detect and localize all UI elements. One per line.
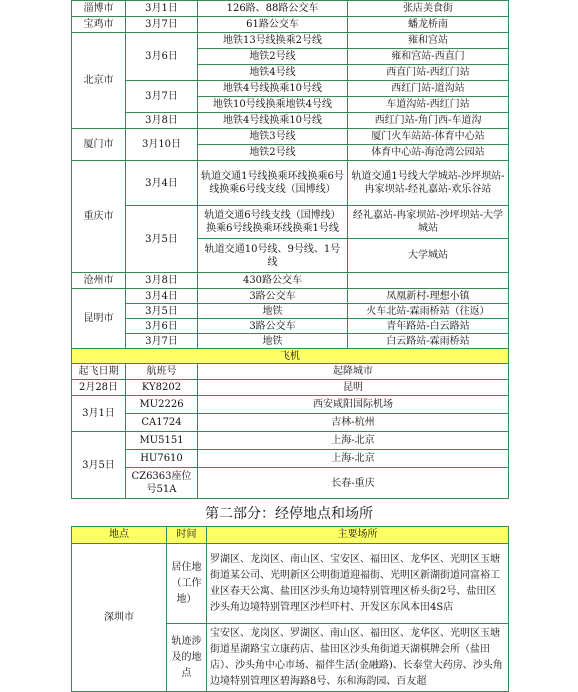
- date-cell: 3月8日: [126, 273, 198, 289]
- table-row: [72, 334, 509, 349]
- stations-cell: 火车北站-霖雨桥站（往返）: [348, 304, 509, 319]
- table-row: [72, 396, 509, 414]
- flight-number-cell: CZ6363座位号51A: [126, 468, 198, 499]
- table-row: [72, 414, 509, 432]
- city-cell: 厦门市: [72, 129, 126, 161]
- line-cell: 地铁: [198, 304, 348, 319]
- flight-cities-header: 起降城市: [198, 364, 509, 380]
- stations-cell: 体育中心站-海沧湾公园站: [348, 145, 509, 161]
- table-row: [72, 33, 509, 49]
- flight-number-cell: MU2226: [126, 396, 198, 414]
- stations-cell: 青年路站-白云路站: [348, 319, 509, 334]
- city-cell: 沧州市: [72, 273, 126, 289]
- table-row: [72, 380, 509, 396]
- stations-cell: 白云路站-霖雨桥站: [348, 334, 509, 349]
- line-cell: 地铁10号线换乘地铁4号线: [198, 97, 348, 113]
- table-row: [72, 1, 509, 17]
- stations-cell: 厦门火车站站-体育中心站: [348, 129, 509, 145]
- date-cell: 3月7日: [126, 17, 198, 33]
- table-row: [72, 468, 509, 499]
- place-cell: 深圳市: [72, 544, 167, 692]
- date-cell: 3月4日: [126, 161, 198, 206]
- stations-cell: [348, 273, 509, 289]
- flight-number-cell: MU5151: [126, 432, 198, 450]
- section-title: 第二部分：经停地点和场所: [205, 506, 373, 522]
- table-row: [72, 319, 509, 334]
- venues-cell: 宝安区、龙岗区、罗湖区、南山区、福田区、龙华区、光明区玉塘街道星湖路宝立康药店、盐田区沙头角街道天湖棋牌会所（盐田店）、沙头角中心市场、福伴生活(金融路)、长泰堂大药房、沙头角边境特别管理区碧海路8号、东和海韵园、百友超: [207, 624, 509, 692]
- stations-cell: 西直门站-西红门站: [348, 65, 509, 81]
- flight-number-cell: HU7610: [126, 450, 198, 468]
- city-cell: 宝鸡市: [72, 17, 126, 33]
- date-cell: 3月7日: [126, 334, 198, 349]
- table-row: [72, 273, 509, 289]
- flight-number-cell: CA1724: [126, 414, 198, 432]
- flight-cities-cell: 长春-重庆: [198, 468, 509, 499]
- flight-header-row: [72, 364, 509, 380]
- date-cell: 3月7日: [126, 81, 198, 113]
- line-cell: 地铁13号线换乘2号线: [198, 33, 348, 49]
- table-row: [72, 304, 509, 319]
- date-cell: 3月8日: [126, 113, 198, 129]
- time-cell: 轨迹涉及的地点: [167, 624, 207, 692]
- table-row: [72, 17, 509, 33]
- flight-cities-cell: 上海-北京: [198, 432, 509, 450]
- line-cell: 地铁4号线换乘10号线: [198, 81, 348, 97]
- line-cell: 地铁3号线: [198, 129, 348, 145]
- line-cell: 轨道交通6号线支线（国博线）换乘6号线换乘环线换乘1号线: [198, 206, 348, 239]
- table-row: [72, 206, 509, 239]
- stations-cell: 张店美食街: [348, 1, 509, 17]
- flight-date-cell: 2月28日: [72, 380, 126, 396]
- line-cell: 126路、88路公交车: [198, 1, 348, 17]
- plane-header: 飞机: [72, 349, 509, 364]
- date-cell: 3月4日: [126, 289, 198, 304]
- line-cell: 地铁4号线: [198, 65, 348, 81]
- stations-cell: 轨道交通1号线大学城站-沙坪坝站-冉家坝站-经礼嘉站-欢乐谷站: [348, 161, 509, 206]
- venues-header-row: [72, 527, 509, 544]
- time-cell: 居住地（工作地）: [167, 544, 207, 624]
- stations-cell: 车道沟站-西红门站: [348, 97, 509, 113]
- stations-cell: 西红门站-角门西-车道沟: [348, 113, 509, 129]
- table-row: [72, 432, 509, 450]
- stations-cell: 大学城站: [348, 239, 509, 273]
- line-cell: 地铁2号线: [198, 49, 348, 65]
- date-cell: 3月5日: [126, 206, 198, 273]
- city-cell: 重庆市: [72, 161, 126, 273]
- venues-cell: 罗湖区、龙岗区、南山区、宝安区、福田区、龙华区、光明区玉塘街道某公司、光明新区公明街道迎福街、光明区新湖街道同富裕工业区春天公寓、盐田区沙头角边境特别管理区桥头街2号、盐田区沙头角边境特别管理区沙栏吓村、开发区东风本田4S店: [207, 544, 509, 624]
- line-cell: 轨道交通1号线换乘环线换乘6号线换乘6号线支线（国博线）: [198, 161, 348, 206]
- flight-cities-cell: 上海-北京: [198, 450, 509, 468]
- table-row: [72, 81, 509, 97]
- line-cell: 地铁: [198, 334, 348, 349]
- date-cell: 3月5日: [126, 304, 198, 319]
- table-row: [72, 161, 509, 206]
- line-cell: 3路公交车: [198, 319, 348, 334]
- stations-cell: 蟠龙桥南: [348, 17, 509, 33]
- line-cell: 3路公交车: [198, 289, 348, 304]
- time-header: 时间: [167, 527, 207, 544]
- transport-table: [71, 0, 509, 499]
- flight-number-header: 航班号: [126, 364, 198, 380]
- table-row: [72, 113, 509, 129]
- city-cell: 昆明市: [72, 289, 126, 349]
- date-cell: 3月1日: [126, 1, 198, 17]
- plane-section-header: [72, 349, 509, 364]
- stations-cell: 凤凰新村-理想小镇: [348, 289, 509, 304]
- date-cell: 3月6日: [126, 33, 198, 81]
- stations-cell: 雍和宫站-西直门: [348, 49, 509, 65]
- city-cell: 淄博市: [72, 1, 126, 17]
- flight-date-header: 起飞日期: [72, 364, 126, 380]
- date-cell: 3月10日: [126, 129, 198, 161]
- venues-table: [71, 526, 509, 692]
- city-cell: 北京市: [72, 33, 126, 129]
- line-cell: 地铁4号线换乘10号线: [198, 113, 348, 129]
- line-cell: 地铁2号线: [198, 145, 348, 161]
- stations-cell: 雍和宫站: [348, 33, 509, 49]
- table-row: [72, 289, 509, 304]
- line-cell: 轨道交通10号线、9号线、1号线: [198, 239, 348, 273]
- flight-date-cell: 3月5日: [72, 432, 126, 499]
- flight-number-cell: KY8202: [126, 380, 198, 396]
- flight-date-cell: 3月1日: [72, 396, 126, 432]
- date-cell: 3月6日: [126, 319, 198, 334]
- flight-cities-cell: 吉林-杭州: [198, 414, 509, 432]
- line-cell: 430路公交车: [198, 273, 348, 289]
- table-row: [72, 450, 509, 468]
- flight-cities-cell: 西安咸阳国际机场: [198, 396, 509, 414]
- table-row: [72, 544, 509, 624]
- line-cell: 61路公交车: [198, 17, 348, 33]
- table-row: [72, 129, 509, 145]
- stations-cell: 经礼嘉站-冉家坝站-沙坪坝站-大学城站: [348, 206, 509, 239]
- flight-cities-cell: 昆明: [198, 380, 509, 396]
- place-header: 地点: [72, 527, 167, 544]
- venues-header: 主要场所: [207, 527, 509, 544]
- stations-cell: 西红门站-道沟站: [348, 81, 509, 97]
